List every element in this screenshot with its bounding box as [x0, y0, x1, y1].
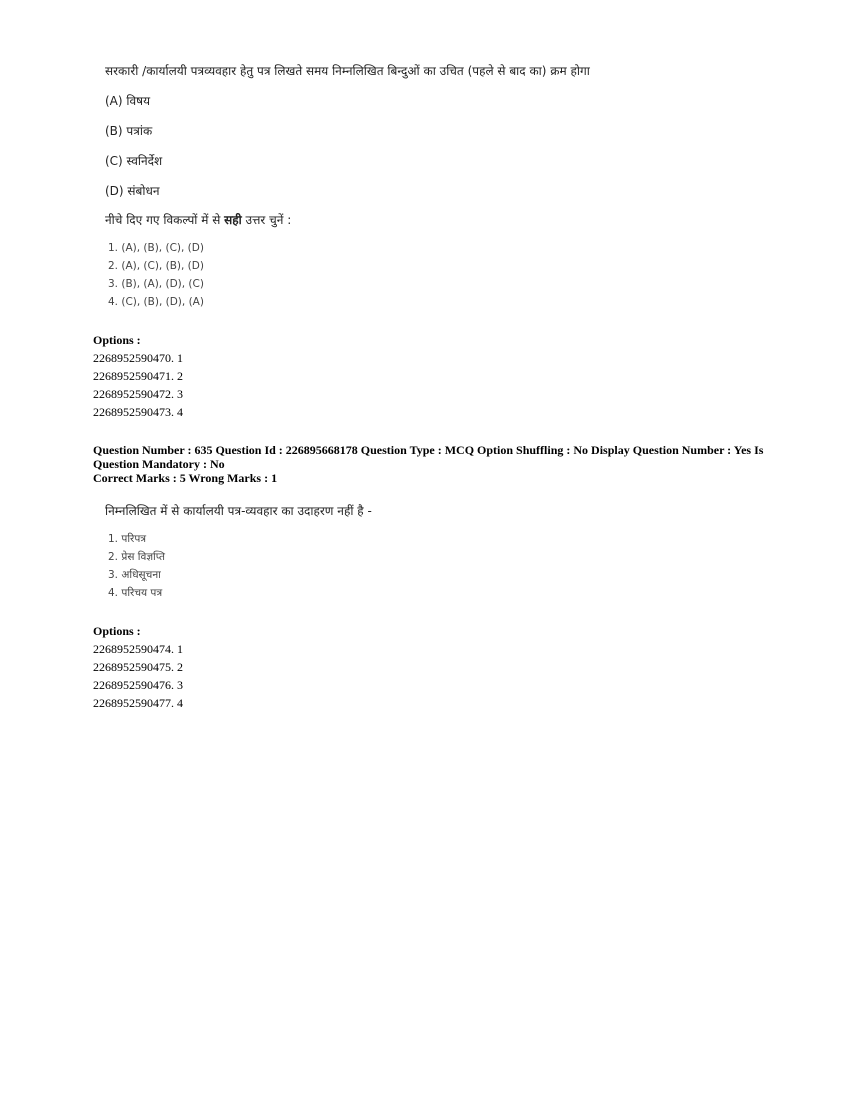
- statement-d: (D) संबोधन: [105, 184, 160, 198]
- choice-list: [108, 532, 165, 604]
- meta-line: Question Number : 635 Question Id : 226895668178 Question Type : MCQ Option Shuffling : No Display Question Number : Yes Is: [93, 443, 764, 457]
- options-list: [93, 349, 183, 421]
- option-item: 2268952590470. 1: [93, 351, 183, 365]
- instruction-pre: नीचे दिए गए विकल्पों में से: [105, 213, 225, 227]
- question-stem: निम्नलिखित में से कार्यालयी पत्र-व्यवहार का उदाहरण नहीं है -: [105, 504, 372, 518]
- option-item: 2268952590472. 3: [93, 387, 183, 401]
- choice-item: 4. (C), (B), (D), (A): [108, 296, 204, 308]
- choice-item: 1. परिपत्र: [108, 533, 147, 545]
- option-item: 2268952590477. 4: [93, 696, 183, 710]
- choice-item: 1. (A), (B), (C), (D): [108, 242, 204, 254]
- question-stem: सरकारी /कार्यालयी पत्रव्यवहार हेतु पत्र लिखते समय निम्नलिखित बिन्दुओं का उचित (पहले से बाद का) क्रम होगा: [105, 64, 590, 78]
- meta-line: Question Mandatory : No: [93, 457, 225, 471]
- instruction-bold: सही: [224, 213, 242, 227]
- statement-b: (B) पत्रांक: [105, 124, 153, 138]
- statement-a: (A) विषय: [105, 94, 151, 108]
- choice-item: 3. (B), (A), (D), (C): [108, 278, 204, 290]
- choice-item: 2. (A), (C), (B), (D): [108, 260, 204, 272]
- options-title: Options :: [93, 333, 141, 347]
- choice-item: 2. प्रेस विज्ञप्ति: [108, 551, 165, 563]
- answer-instruction: [105, 211, 291, 228]
- options-list: [93, 640, 183, 712]
- option-item: 2268952590471. 2: [93, 369, 183, 383]
- choice-item: 4. परिचय पत्र: [108, 587, 163, 599]
- choice-list: [108, 242, 204, 314]
- statement-c: (C) स्वनिर्देश: [105, 154, 163, 168]
- options-title: Options :: [93, 624, 141, 638]
- option-item: 2268952590474. 1: [93, 642, 183, 656]
- question-meta: [93, 443, 793, 485]
- option-item: 2268952590473. 4: [93, 405, 183, 419]
- choice-item: 3. अधिसूचना: [108, 569, 161, 581]
- meta-line: Correct Marks : 5 Wrong Marks : 1: [93, 471, 278, 485]
- option-item: 2268952590475. 2: [93, 660, 183, 674]
- option-item: 2268952590476. 3: [93, 678, 183, 692]
- instruction-post: उत्तर चुनें :: [241, 213, 292, 227]
